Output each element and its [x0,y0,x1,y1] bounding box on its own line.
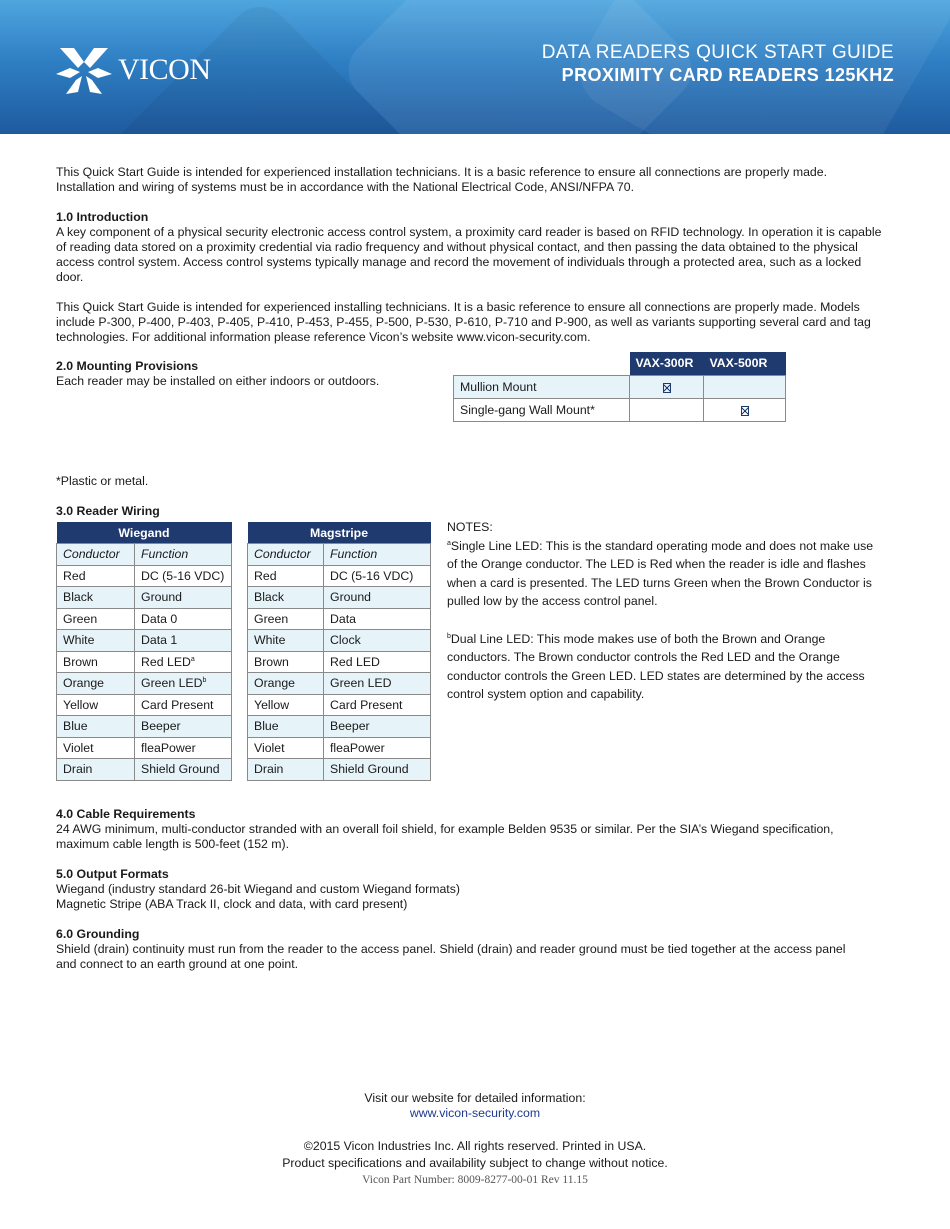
column-header: Function [135,544,232,566]
note-a [447,537,887,556]
cell-text: Brown [63,654,98,669]
text-line: control system option and capability. [447,687,645,702]
table-row [57,587,431,609]
section-heading: 5.0 Output Formats [56,867,169,881]
logo-text: VICON [118,53,211,86]
cell-text: Drain [63,762,93,777]
cell-text: Ground [330,590,372,605]
table-group-header: Magstripe [248,522,431,544]
footer-legal [0,1138,950,1189]
cell-text: Black [63,590,94,605]
text-line: conductors. The Brown conductor controls the Red LED and the Orange [447,650,840,665]
text-line: pulled low by the access control panel. [447,594,658,609]
cell-text: Red [63,568,86,583]
wiring-table [56,522,431,781]
text-line: Single Line LED: This is the standard operating mode and does not make use [450,538,874,553]
footer-website [0,1091,950,1121]
table-row [57,608,431,630]
table-cell [704,398,786,421]
text-line: This Quick Start Guide is intended for experienced installing technicians. It is a basic reference to ensure all connections are properly made. Models [56,300,860,314]
magstripe-conductor-cell [248,587,324,609]
magstripe-function-cell [324,737,431,759]
cell-text: Yellow [254,697,290,712]
cell-text: Data 0 [141,611,178,626]
text-line: of the Orange conductor. The LED is Red when the reader is idle and flashes [447,557,866,572]
cell-text: Green [254,611,289,626]
wiegand-function-cell [135,759,232,781]
cell-text: Violet [254,740,285,755]
text-line: conductor controls the Green LED. LED states are determined by the access [447,668,865,683]
text-line: when a card is presented. The LED turns Green when the Brown Conductor is [447,575,872,590]
table-row [454,375,786,398]
wiegand-conductor-cell [57,759,135,781]
cell-text: Card Present [141,697,214,712]
cell-text: Clock [330,633,361,648]
wiegand-conductor-cell [57,587,135,609]
cell-text: Blue [254,719,279,734]
magstripe-conductor-cell [248,737,324,759]
row-label: Single-gang Wall Mount* [454,398,630,421]
website-link[interactable]: www.vicon-security.com [409,1106,541,1120]
table-cell [630,375,704,398]
table-subheader-row [57,544,431,566]
text-line: and connect to an earth ground at one point. [56,957,299,971]
footnote: *Plastic or metal. [56,474,149,488]
wiegand-conductor-cell [57,651,135,673]
wiegand-conductor-cell [57,608,135,630]
text-line: of reading data stored on a proximity credential via radio frequency and without physical contact, and then passing the data obtained to the physical [56,240,858,254]
footnote-marker: a [190,655,195,663]
table-header-blank [454,352,630,375]
magstripe-conductor-cell [248,759,324,781]
section-mounting [56,359,436,389]
magstripe-conductor-cell [248,673,324,695]
text-line: maximum cable length is 500-feet (152 m). [56,837,290,851]
wiegand-function-cell [135,651,232,673]
section-heading: 1.0 Introduction [56,210,149,224]
magstripe-function-cell [324,565,431,587]
mounting-table [453,352,786,422]
cell-text: Violet [63,740,94,755]
cell-text: Green [63,611,98,626]
magstripe-conductor-cell [248,651,324,673]
text-line: A key component of a physical security electronic access control system, a proximity card reader is based on RFID technology. In operation it is capable [56,225,882,239]
cell-text: Drain [254,762,284,777]
table-row [57,630,431,652]
wiegand-conductor-cell [57,694,135,716]
wiegand-function-cell [135,694,232,716]
column-header: Function [324,544,431,566]
checkbox-icon [663,383,671,393]
column-header: Conductor [57,544,135,566]
section-heading: 6.0 Grounding [56,927,140,941]
section-output-formats [56,867,898,912]
table-row [454,398,786,421]
cell-text: Data [330,611,356,626]
cell-text: Shield Ground [330,762,409,777]
intro-paragraph [56,165,898,195]
table-row [57,716,431,738]
footer-visit-text: Visit our website for detailed information: [364,1091,586,1105]
cell-text: Card Present [330,697,403,712]
section-heading: 2.0 Mounting Provisions [56,359,199,373]
magstripe-function-cell [324,716,431,738]
vicon-logo [56,44,211,96]
text-line: Dual Line LED: This mode makes use of both the Brown and Orange [450,631,826,646]
title-line-2: PROXIMITY CARD READERS 125KHZ [561,65,894,85]
wiegand-conductor-cell [57,673,135,695]
note-b [447,630,887,649]
cell-text: Data 1 [141,633,178,648]
magstripe-function-cell [324,673,431,695]
magstripe-conductor-cell [248,630,324,652]
wiegand-conductor-cell [57,565,135,587]
magstripe-function-cell [324,759,431,781]
text-line: access control system. Access control systems typically manage and record the movement of individuals through a protected area, such as a locked [56,255,862,269]
text-line: Wiegand (industry standard 26-bit Wiegand and custom Wiegand formats) [56,882,460,896]
wiegand-conductor-cell [57,630,135,652]
table-row [57,737,431,759]
section-cable-requirements [56,807,898,852]
table-cell [704,375,786,398]
column-header: VAX-500R [704,352,786,375]
section-heading: 3.0 Reader Wiring [56,504,160,518]
text-line: door. [56,270,84,284]
row-label: Mullion Mount [454,375,630,398]
text-line: This Quick Start Guide is intended for experienced installation technicians. It is a basic reference to ensure all connections are properly made. [56,165,828,179]
wiegand-conductor-cell [57,716,135,738]
column-header: Conductor [248,544,324,566]
wiegand-function-cell [135,587,232,609]
magstripe-conductor-cell [248,716,324,738]
cell-text: DC (5-16 VDC) [141,568,225,583]
magstripe-function-cell [324,651,431,673]
cell-text: Red [254,568,277,583]
cell-text: White [63,633,95,648]
copyright-text: ©2015 Vicon Industries Inc. All rights reserved. Printed in USA. [303,1139,647,1153]
cell-text: Shield Ground [141,762,220,777]
table-row [57,565,431,587]
wiegand-function-cell [135,565,232,587]
cell-text: Red LED [330,654,380,669]
document-title [542,42,894,86]
magstripe-conductor-cell [248,694,324,716]
cell-text: fleaPower [141,740,196,755]
cell-text: Green LED [141,676,203,691]
magstripe-function-cell [324,587,431,609]
cell-text: Orange [63,676,105,691]
text-line: Installation and wiring of systems must be in accordance with the National Electrical Code, ANSI/NFPA 70. [56,180,635,194]
vicon-logo-icon [56,44,112,96]
table-row [57,651,431,673]
checkbox-icon [741,406,749,416]
cell-text: Yellow [63,697,99,712]
notes-title: NOTES: [447,520,493,534]
part-number: Vicon Part Number: 8009-8277-00-01 Rev 11.15 [362,1174,588,1186]
wiegand-conductor-cell [57,737,135,759]
column-header: VAX-300R [630,352,704,375]
text-line: Each reader may be installed on either indoors or outdoors. [56,374,380,388]
cell-text: Beeper [141,719,181,734]
cell-text: Brown [254,654,289,669]
cell-text: Red LED [141,654,191,669]
cell-text: Orange [254,676,296,691]
cell-text: White [254,633,286,648]
header-banner [0,0,950,134]
magstripe-conductor-cell [248,608,324,630]
section-grounding [56,927,898,972]
cell-text: Black [254,590,285,605]
table-row [57,759,431,781]
table-cell [630,398,704,421]
wiegand-function-cell [135,673,232,695]
section-introduction [56,210,898,345]
wiegand-function-cell [135,716,232,738]
magstripe-function-cell [324,630,431,652]
text-line: 24 AWG minimum, multi-conductor stranded with an overall foil shield, for example Belden 9535 or similar. Per the SIA’s Wiegand specification, [56,822,834,836]
text-line: Magnetic Stripe (ABA Track II, clock and data, with card present) [56,897,408,911]
title-line-1: DATA READERS QUICK START GUIDE [541,42,894,63]
wiegand-function-cell [135,737,232,759]
magstripe-function-cell [324,608,431,630]
magstripe-function-cell [324,694,431,716]
cell-text: Blue [63,719,88,734]
text-line: include P-300, P-400, P-403, P-405, P-410, P-453, P-455, P-500, P-530, P-610, P-710 and P-900, as well as variants supporting several card and tag [56,315,871,329]
cell-text: Ground [141,590,183,605]
table-row [57,694,431,716]
wiegand-function-cell [135,630,232,652]
table-row [57,673,431,695]
table-group-header: Wiegand [57,522,232,544]
disclaimer-text: Product specifications and availability subject to change without notice. [282,1156,668,1170]
wiegand-function-cell [135,608,232,630]
cell-text: Green LED [330,676,392,691]
wiring-notes [447,518,887,704]
section-heading: 4.0 Cable Requirements [56,807,196,821]
text-line: Shield (drain) continuity must run from the reader to the access panel. Shield (drain) and reader ground must be tied together at the access panel [56,942,846,956]
cell-text: DC (5-16 VDC) [330,568,414,583]
cell-text: Beeper [330,719,370,734]
cell-text: fleaPower [330,740,385,755]
text-line: technologies. For additional information please reference Vicon’s website www.vicon-security.com. [56,330,591,344]
note-marker: b [447,632,451,640]
footnote-marker: b [202,677,207,685]
note-marker: a [447,539,451,547]
magstripe-conductor-cell [248,565,324,587]
